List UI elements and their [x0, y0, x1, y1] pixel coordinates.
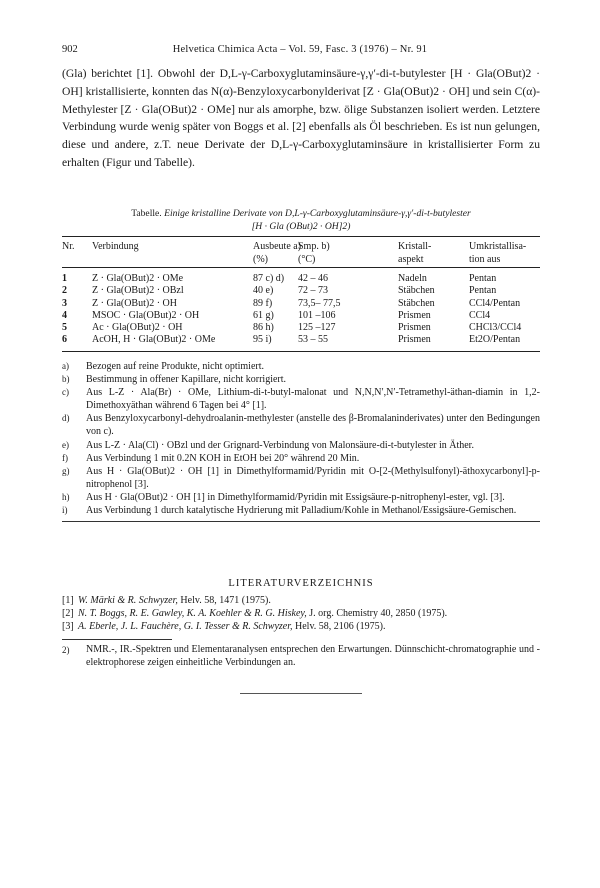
footnote-text: Aus Verbindung 1 durch katalytische Hydrierung mit Palladium/Kohle in Methanol/Essigsäure-Gemischen. — [86, 505, 517, 517]
cell-kristall: Stäbchen — [398, 285, 435, 297]
cell-umkrist: CCl4/Pentan — [469, 297, 521, 309]
cell-verbindung: Z · Gla(OBut)2 · OBzl — [92, 285, 184, 297]
footnote-item — [62, 491, 540, 504]
cell-kristall: Stäbchen — [398, 297, 435, 309]
reference-item — [62, 621, 540, 634]
cell-ausbeute: 87 c) d) — [253, 273, 285, 284]
footnote-mark: b) — [62, 374, 70, 385]
cell-nr: 5 — [62, 322, 67, 334]
intro-paragraph: (Gla) berichtet [1]. Obwohl der D,L-γ-Carboxyglutaminsäure-γ,γ′-di-t-butylester [H · Gla(OBut)2 · OH] kristallisierte, konnten das N(α)-Benzyloxycarbonylderivat [Z · Gla(OBut)2 · OH] und sein C(α)-Methylester [Z · Gla(OBut)2 · OMe] nur als amorphe, bzw. ölige Substanzen isoliert werden. Letztere Verbindung wurde wenig später von Boggs et al. [2] ebenfalls als Öl beschrieben. Es ist nun gelungen, diese und andere, z.T. neue Derivate der D,L-γ-Carboxyglutaminsäure in kristallisierter Form zu erhalten (Figur und Tabelle). — [62, 67, 540, 169]
end-of-article-rule — [240, 693, 362, 694]
cell-verbindung: Z · Gla(OBut)2 · OMe — [92, 273, 184, 284]
cell-kristall: Prismen — [398, 309, 431, 321]
footnote-item — [62, 412, 540, 438]
reference-source: Helv. 58, 2106 (1975). — [292, 620, 386, 632]
running-header — [62, 44, 538, 60]
footnote-text: Bestimmung in offener Kapillare, nicht korrigiert. — [86, 374, 287, 386]
header-umkristallisation — [469, 241, 526, 266]
cell-smp: 42 – 46 — [298, 273, 328, 284]
footnote-text: Aus H · Gla(OBut)2 · OH [1] in Dimethylformamid/Pyridin mit Essigsäure-p-nitrophenyl-ester, vgl. [3]. — [86, 491, 505, 503]
cell-nr: 2 — [62, 285, 67, 297]
header-ausbeute-unit: (%) — [253, 253, 268, 265]
table-bottom-rule — [62, 351, 540, 352]
footnote-mark: f) — [62, 452, 68, 463]
cell-nr: 4 — [62, 309, 67, 321]
header-umkrist-2: tion aus — [469, 253, 501, 265]
header-kristall-2: aspekt — [398, 253, 424, 265]
cell-umkrist: Pentan — [469, 285, 497, 297]
cell-kristall: Prismen — [398, 334, 431, 346]
page-number: 902 — [62, 44, 78, 55]
cell-ausbeute: 40 e) — [253, 285, 274, 297]
cell-nr: 3 — [62, 297, 67, 309]
footnote-text: Aus L-Z · Ala(Cl) · OBzl und der Grignard-Verbindung von Malonsäure-di-t-butylester in Äther. — [86, 439, 474, 451]
cell-ausbeute: 86 h) — [253, 322, 274, 334]
table-row — [62, 298, 540, 310]
footnote-text: Aus Benzyloxycarbonyl-dehydroalanin-methylester (anstelle des β-Bromalaninderivates) unter den Bedingungen von c). — [86, 413, 540, 438]
cell-umkrist: CHCl3/CCl4 — [469, 322, 522, 334]
footnote-text: Aus L-Z · Ala(Br) · OMe, Lithium-di-t-butyl-malonat und N,N,N′,N′-Tetramethyl-äthan-diamin in 1,2-Dimethoxyäthan während 6 Tagen bei 4° [1]. — [86, 387, 540, 412]
table-body — [62, 268, 540, 351]
table-footnotes — [62, 360, 540, 522]
footnote-item — [62, 439, 540, 452]
cell-nr: 6 — [62, 334, 67, 346]
table-row — [62, 310, 540, 322]
cell-kristall: Prismen — [398, 322, 431, 334]
footnote-separator — [62, 639, 172, 640]
table-row — [62, 285, 540, 297]
footnote-mark: i) — [62, 505, 68, 516]
cell-umkrist: CCl4 — [469, 309, 491, 321]
reference-authors: N. T. Boggs, R. E. Gawley, K. A. Koehler & R. G. Hiskey, — [78, 607, 307, 619]
table-row — [62, 334, 540, 346]
footnote-mark: g) — [62, 465, 70, 476]
cell-umkrist: Et2O/Pentan — [469, 334, 521, 346]
footnote-text: Bezogen auf reine Produkte, nicht optimiert. — [86, 361, 265, 372]
header-smp — [298, 241, 330, 266]
cell-verbindung: Z · Gla(OBut)2 · OH — [92, 297, 177, 309]
footnote-text: Aus Verbindung 1 mit 0.2N KOH in EtOH bei 20° während 20 Min. — [86, 452, 360, 464]
cell-smp: 101 –106 — [298, 309, 336, 321]
footnote-item — [62, 504, 540, 517]
literature-heading: LITERATURVERZEICHNIS — [228, 578, 374, 589]
cell-smp: 73,5– 77,5 — [298, 297, 341, 309]
table-caption-label: Tabelle. — [131, 208, 162, 219]
table-row — [62, 322, 540, 334]
header-ausbeute — [253, 241, 301, 266]
cell-nr: 1 — [62, 273, 67, 284]
footnote-item — [62, 386, 540, 412]
cell-verbindung: AcOH, H · Gla(OBut)2 · OMe — [92, 334, 216, 346]
footnote-item — [62, 360, 540, 373]
table-caption-line2: [H · Gla (OBut)2 · OH]2) — [251, 221, 351, 232]
cell-verbindung: MSOC · Gla(OBut)2 · OH — [92, 309, 200, 321]
footnote-text: Aus H · Gla(OBut)2 · OH [1] in Dimethylformamid/Pyridin mit O-[2-(Methylsulfonyl)-äthoxycarbonyl]-p-nitrophenol [3]. — [86, 465, 540, 490]
table-row — [62, 273, 540, 285]
page-footnote-mark: 2) — [62, 645, 70, 655]
footnote-mark: e) — [62, 439, 69, 450]
header-verbindung: Verbindung — [92, 241, 139, 252]
table-header-row — [62, 237, 540, 267]
cell-kristall: Nadeln — [398, 273, 427, 284]
reference-item — [62, 595, 540, 608]
reference-item — [62, 608, 540, 621]
cell-smp: 53 – 55 — [298, 334, 328, 346]
footnote-mark: h) — [62, 491, 70, 502]
reference-key: [2] — [62, 607, 74, 619]
cell-smp: 72 – 73 — [298, 285, 328, 297]
footnote-item — [62, 452, 540, 465]
header-smp-unit: (°C) — [298, 253, 316, 265]
compound-table — [62, 236, 540, 352]
reference-key: [3] — [62, 620, 74, 632]
notes-bottom-rule — [62, 521, 540, 522]
footnote-mark: c) — [62, 387, 69, 398]
footnote-mark: d) — [62, 413, 70, 424]
table-caption-line1: Einige kristalline Derivate von D,L-γ-Carboxyglutaminsäure-γ,γ′-di-t-butylester — [164, 208, 471, 219]
footnote-item — [62, 373, 540, 386]
page-footnote — [62, 644, 540, 670]
reference-key: [1] — [62, 595, 74, 606]
reference-authors: W. Märki & R. Schwyzer, — [78, 595, 178, 606]
table-caption — [62, 207, 540, 233]
cell-umkrist: Pentan — [469, 273, 497, 284]
header-ausbeute-label: Ausbeute a) — [253, 241, 302, 252]
header-kristall — [398, 241, 431, 266]
page-footnote-text: NMR.-, IR.-Spektren und Elementaranalysen entsprechen den Erwartungen. Dünnschicht-chromatographie und -elektrophorese zeigen einheitliche Verbindungen an. — [86, 644, 540, 668]
cell-ausbeute: 95 i) — [253, 334, 272, 346]
footnote-mark: a) — [62, 361, 69, 371]
journal-title: Helvetica Chimica Acta – Vol. 59, Fasc. 3 (1976) – Nr. 91 — [172, 44, 428, 55]
header-nr: Nr. — [62, 241, 75, 252]
cell-ausbeute: 89 f) — [253, 297, 273, 309]
cell-verbindung: Ac · Gla(OBut)2 · OH — [92, 322, 183, 334]
cell-ausbeute: 61 g) — [253, 309, 274, 321]
cell-smp: 125 –127 — [298, 322, 336, 334]
reference-authors: A. Eberle, J. L. Fauchère, G. I. Tesser & R. Schwyzer, — [78, 620, 293, 632]
reference-source: J. org. Chemistry 40, 2850 (1975). — [306, 607, 448, 619]
reference-source: Helv. 58, 1471 (1975). — [177, 595, 271, 606]
header-kristall-1: Kristall- — [398, 241, 432, 252]
reference-list — [62, 595, 540, 634]
header-smp-label: Smp. b) — [298, 241, 330, 252]
header-umkrist-1: Umkristallisa- — [469, 241, 527, 252]
footnote-item — [62, 465, 540, 491]
